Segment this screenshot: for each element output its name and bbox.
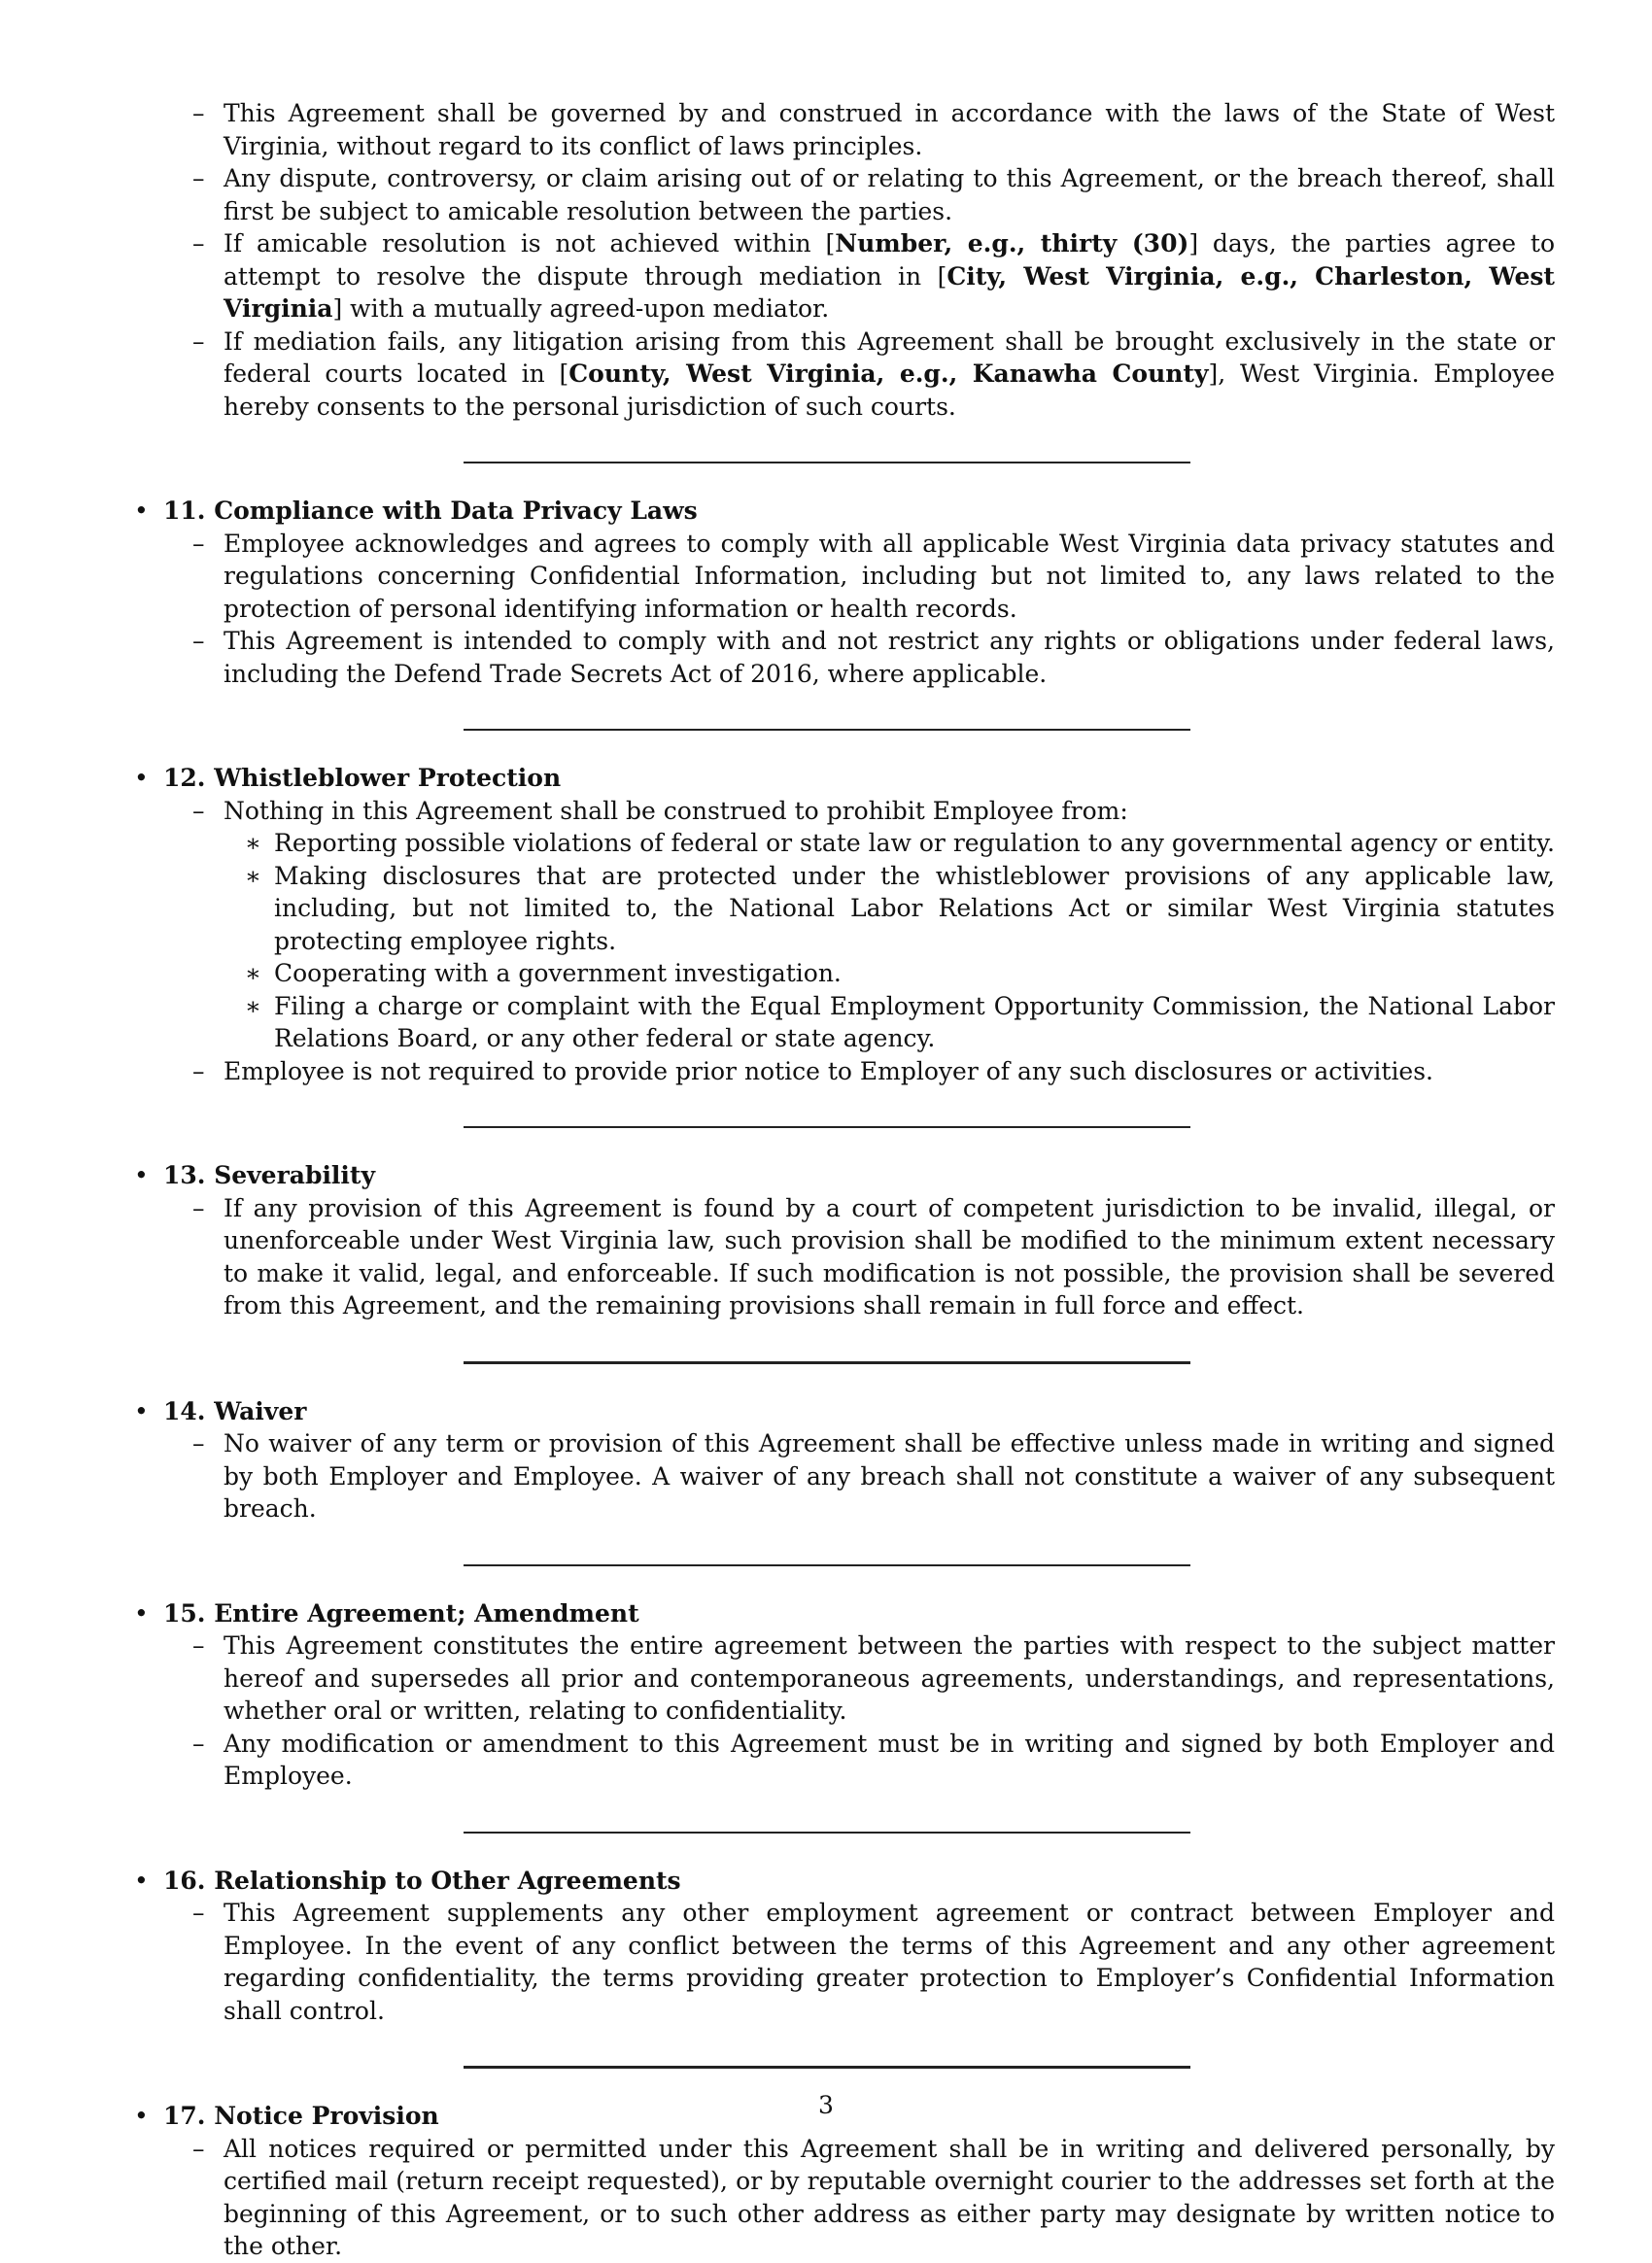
list-item bbox=[163, 1728, 1555, 1793]
item-text: Any modification or amendment to this Agreement must be in writing and signed by both Employer and Employee. bbox=[224, 1729, 1555, 1790]
text-run: ] days, the parties agree to attempt to resolve the dispute through mediation in [ bbox=[224, 229, 1555, 291]
section-items bbox=[163, 1629, 1555, 1793]
section-items bbox=[163, 795, 1555, 1088]
list-item bbox=[128, 162, 1555, 227]
section-heading: • 13. Severability bbox=[163, 1161, 376, 1189]
page-number: 3 bbox=[818, 2091, 834, 2119]
section-heading: • 12. Whistleblower Protection bbox=[163, 764, 562, 792]
list-item bbox=[163, 528, 1555, 626]
section-items bbox=[163, 1897, 1555, 2027]
placeholder-field: Number, e.g., thirty (30) bbox=[835, 229, 1189, 257]
item-text: This Agreement supplements any other employment agreement or contract between Employer and Employee. In the event of any conflict between the terms of this Agreement and any other agreement regarding confidentiality, the terms providing greater protection to Employer’s Confidential Information shall control. bbox=[224, 1899, 1555, 2025]
item-text: No waiver of any term or provision of this Agreement shall be effective unless made in writing and signed by both Employer and Employee. A waiver of any breach shall not constitute a waiver of any subsequent breach. bbox=[224, 1429, 1555, 1523]
section-items bbox=[163, 1192, 1555, 1322]
section bbox=[128, 1159, 1555, 1322]
section bbox=[128, 1865, 1555, 2028]
section bbox=[128, 762, 1555, 1087]
list-item bbox=[163, 1897, 1555, 2027]
placeholder-field: County, West Virginia, e.g., Kanawha County bbox=[568, 360, 1209, 388]
placeholder-field: City, West Virginia, e.g., Charleston, West Virginia bbox=[224, 261, 1555, 323]
list-item bbox=[163, 1055, 1555, 1088]
section-items bbox=[163, 2133, 1555, 2263]
text-run: ], West Virginia. Employee hereby consents to the personal jurisdiction of such courts. bbox=[224, 360, 1555, 421]
sub-list-item: ∗ Cooperating with a government investigation. bbox=[224, 957, 1555, 990]
text-run: This Agreement shall be governed by and construed in accordance with the laws of the State of West Virginia, without regard to its conflict of laws principles. bbox=[224, 99, 1555, 160]
section-heading: • 17. Notice Provision bbox=[163, 2102, 439, 2130]
section-items bbox=[163, 528, 1555, 691]
sections-container bbox=[128, 462, 1555, 2263]
list-item bbox=[128, 326, 1555, 424]
section-divider bbox=[464, 462, 1190, 463]
section-divider bbox=[464, 1361, 1190, 1364]
sub-list-item: ∗ Filing a charge or complaint with the Equal Employment Opportunity Commission, the National Labor Relations Board, or any other federal or state agency. bbox=[224, 990, 1555, 1055]
list-item bbox=[163, 795, 1555, 1055]
item-text: This Agreement is intended to comply with and not restrict any rights or obligations under federal laws, including the Defend Trade Secrets Act of 2016, where applicable. bbox=[224, 627, 1555, 688]
text-run: ] with a mutually agreed-upon mediator. bbox=[332, 294, 830, 323]
section-heading: • 15. Entire Agreement; Amendment bbox=[163, 1598, 639, 1628]
list-item bbox=[128, 97, 1555, 162]
section-divider bbox=[464, 1564, 1190, 1566]
section-divider bbox=[464, 1832, 1190, 1834]
list-item bbox=[128, 227, 1555, 326]
sub-list bbox=[224, 827, 1555, 1055]
text-run: Any dispute, controversy, or claim arising out of or relating to this Agreement, or the breach thereof, shall first be subject to amicable resolution between the parties. bbox=[224, 164, 1555, 225]
list-item bbox=[163, 2133, 1555, 2263]
item-text: If any provision of this Agreement is found by a court of competent jurisdiction to be invalid, illegal, or unenforceable under West Virginia law, such provision shall be modified to the minimum extent necessary to make it valid, legal, and enforceable. If such modification is not possible, the provision shall be severed from this Agreement, and the remaining provisions shall remain in full force and effect. bbox=[224, 1193, 1555, 1320]
section-divider bbox=[464, 1126, 1190, 1128]
list-item bbox=[163, 1192, 1555, 1322]
section-heading: • 16. Relationship to Other Agreements bbox=[163, 1866, 681, 1895]
section-heading: • 11. Compliance with Data Privacy Laws bbox=[163, 497, 698, 525]
item-text: Employee is not required to provide prior notice to Employer of any such disclosures or activities. bbox=[224, 1056, 1434, 1085]
section-divider bbox=[464, 729, 1190, 731]
list-item bbox=[163, 1427, 1555, 1526]
section bbox=[128, 2100, 1555, 2263]
section bbox=[128, 1395, 1555, 1526]
section-heading: • 14. Waiver bbox=[163, 1396, 307, 1425]
sub-list-item: ∗ Making disclosures that are protected under the whistleblower provisions of any applicable law, including, but not limited to, the National Labor Relations Act or similar West Virginia statutes protecting employee rights. bbox=[224, 860, 1555, 958]
sub-list-item: ∗ Reporting possible violations of federal or state law or regulation to any governmental agency or entity. bbox=[224, 827, 1555, 860]
document-page bbox=[128, 97, 1555, 2263]
item-text: All notices required or permitted under this Agreement shall be in writing and delivered personally, by certified mail (return receipt requested), or by reputable overnight courier to the addresses set forth at the beginning of this Agreement, or to such other address as either party may designate by written notice to the other. bbox=[224, 2134, 1555, 2260]
section-divider bbox=[464, 2066, 1190, 2069]
section-items bbox=[163, 1427, 1555, 1526]
governing-law-list bbox=[128, 97, 1555, 423]
list-item bbox=[163, 1629, 1555, 1728]
item-text: This Agreement constitutes the entire agreement between the parties with respect to the subject matter hereof and supersedes all prior and contemporaneous agreements, understandings, and representations, whether oral or written, relating to confidentiality. bbox=[224, 1631, 1555, 1725]
item-text: Nothing in this Agreement shall be construed to prohibit Employee from: bbox=[224, 796, 1128, 825]
item-text: Employee acknowledges and agrees to comply with all applicable West Virginia data privacy statutes and regulations concerning Confidential Information, including but not limited to, any laws related to the protection of personal identifying information or health records. bbox=[224, 529, 1555, 623]
section bbox=[128, 1597, 1555, 1793]
text-run: If amicable resolution is not achieved within [ bbox=[224, 229, 836, 257]
list-item bbox=[163, 625, 1555, 690]
section bbox=[128, 495, 1555, 690]
text-run: If mediation fails, any litigation arising from this Agreement shall be brought exclusively in the state or federal courts located in [ bbox=[224, 326, 1555, 388]
